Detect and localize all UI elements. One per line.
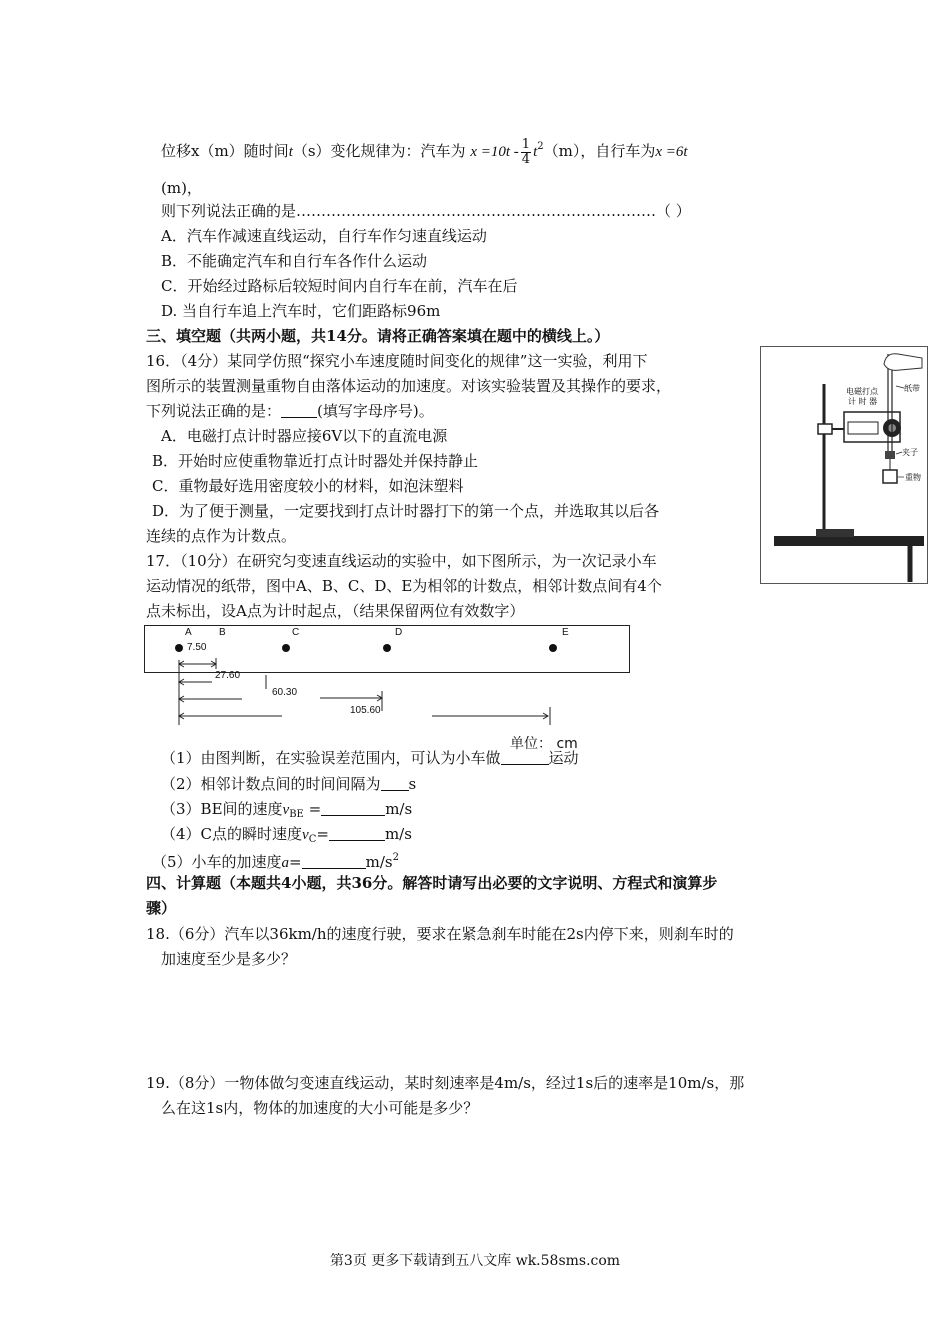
measure-lines: [170, 655, 570, 730]
q15-line1: 位移x（m）随时间t（s）变化规律为：汽车为 x =10t - $\frac{1}{4}$ $t^2(m)$，自行车为x =6t: [161, 136, 688, 167]
distance-ae: 105.60: [350, 705, 381, 716]
distance-ac: 27.60: [215, 670, 241, 681]
timer-label: 电磁打点: [846, 387, 878, 396]
q17-line3: 点未标出，设A点为计时起点，（结果保留两位有效数字）: [146, 602, 525, 620]
q16-line1: 16．（4分）某同学仿照“探究小车速度随时间变化的规律”这一实验，利用下: [146, 352, 648, 370]
q16-line2: 图所示的装置测量重物自由落体运动的加速度。对该实验装置及其操作的要求，: [146, 377, 672, 395]
q16-option-b: B．开始时应使重物靠近打点计时器处并保持静止: [152, 452, 479, 470]
q17-item-2: （2）相邻计数点间的时间间隔为 s: [161, 775, 417, 793]
q19-line1: 19.（8分）一物体做匀变速直线运动，某时刻速率是4m/s，经过1s后的速率是10m/s，那: [146, 1074, 745, 1092]
q16-option-a: A．电磁打点计时器应接6V以下的直流电源: [161, 427, 448, 445]
q17-item-1: （1）由图判断，在实验误差范围内，可认为小车做 运动: [161, 749, 579, 767]
weight: [883, 470, 897, 483]
q16-option-d-cont: 连续的点作为计数点。: [146, 527, 297, 545]
clamp: [818, 424, 832, 434]
distance-ad: 60.30: [272, 687, 298, 698]
tape-label: 纸带: [904, 384, 920, 393]
q15-option-a: A．汽车作减速直线运动，自行车作匀速直线运动: [161, 227, 487, 245]
apparatus-figure: [760, 346, 928, 584]
q15-option-c: C．开始经过路标后较短时间内自行车在前，汽车在后: [161, 277, 518, 295]
car-equation: x =10t -: [470, 144, 519, 160]
answer-blank: [321, 801, 385, 816]
tape-dot-a: [175, 644, 183, 652]
tape-dot-c: [282, 644, 290, 652]
fraction: $\frac{1}{4}$: [521, 136, 531, 167]
tape-unit: 单位： cm: [510, 736, 578, 752]
q17-item-3: （3）BE间的速度$v_{BE} = m/s$: [161, 800, 413, 820]
page-footer: 第3页 更多下载请到五八文库 wk.58sms.com: [329, 1253, 621, 1269]
q18-line2: 加速度至少是多少？: [161, 950, 297, 968]
q17-item-4: （4）C点的瞬时速度$v_C= m/s$: [161, 825, 412, 845]
q18-line1: 18.（6分）汽车以36km/h的速度行驶，要求在紧急刹车时能在2s内停下来，则刹车时的: [146, 925, 734, 943]
distance-ab: 7.50: [187, 642, 207, 653]
answer-blank: [381, 776, 409, 791]
clip-label: 夹子: [902, 448, 918, 457]
section4-heading: 四、计算题（本题共4小题，共36分。解答时请写出必要的文字说明、方程式和演算步: [146, 874, 718, 892]
section4-heading-cont: 骤）: [146, 899, 177, 917]
q16-option-c: C．重物最好选用密度较小的材料，如泡沫塑料: [152, 477, 464, 495]
point-label-a: A: [185, 627, 192, 638]
q17-line2: 运动情况的纸带，图中A、B、C、D、E为相邻的计数点，相邻计数点间有4个: [146, 577, 662, 595]
q15-prompt: 则下列说法正确的是………………………………………………………………（ ）: [161, 202, 691, 220]
point-label-e: E: [562, 627, 569, 638]
q15-option-b: B．不能确定汽车和自行车各作什么运动: [161, 252, 428, 270]
answer-blank: [302, 854, 366, 869]
timer-label-2: 计 时 器: [848, 397, 878, 406]
tape-dot-d: [383, 644, 391, 652]
q17-line1: 17．（10分）在研究匀变速直线运动的实验中，如下图所示，为一次记录小车: [146, 552, 657, 570]
q15-option-d: D. 当自行车追上汽车时，它们距路标96m: [161, 302, 441, 320]
q15-line2: (m)，: [161, 179, 202, 197]
weight-label: 重物: [905, 473, 921, 482]
q19-line2: 么在这1s内，物体的加速度的大小可能是多少？: [161, 1099, 479, 1117]
point-label-b: B: [219, 627, 226, 638]
answer-blank: [281, 403, 317, 418]
answer-blank: [501, 750, 549, 765]
point-label-d: D: [395, 627, 403, 638]
answer-blank: [329, 826, 385, 841]
section3-heading: 三、填空题（共两小题，共14分。请将正确答案填在题中的横线上。）: [146, 327, 610, 345]
clip: [885, 451, 895, 459]
stand-base: [816, 529, 854, 537]
figure-frame: [761, 347, 928, 584]
table-top: [774, 536, 924, 546]
point-label-c: C: [292, 627, 300, 638]
bike-equation: x =6t: [655, 144, 688, 160]
tape-dot-e: [549, 644, 557, 652]
q17-item-5: （5）小车的加速度$a= m/s^2$: [152, 852, 399, 871]
q16-option-d: D．为了便于测量，一定要找到打点计时器打下的第一个点，并选取其以后各: [152, 502, 660, 520]
q16-line3: 下列说法正确的是： (填写字母序号)。: [146, 402, 434, 420]
